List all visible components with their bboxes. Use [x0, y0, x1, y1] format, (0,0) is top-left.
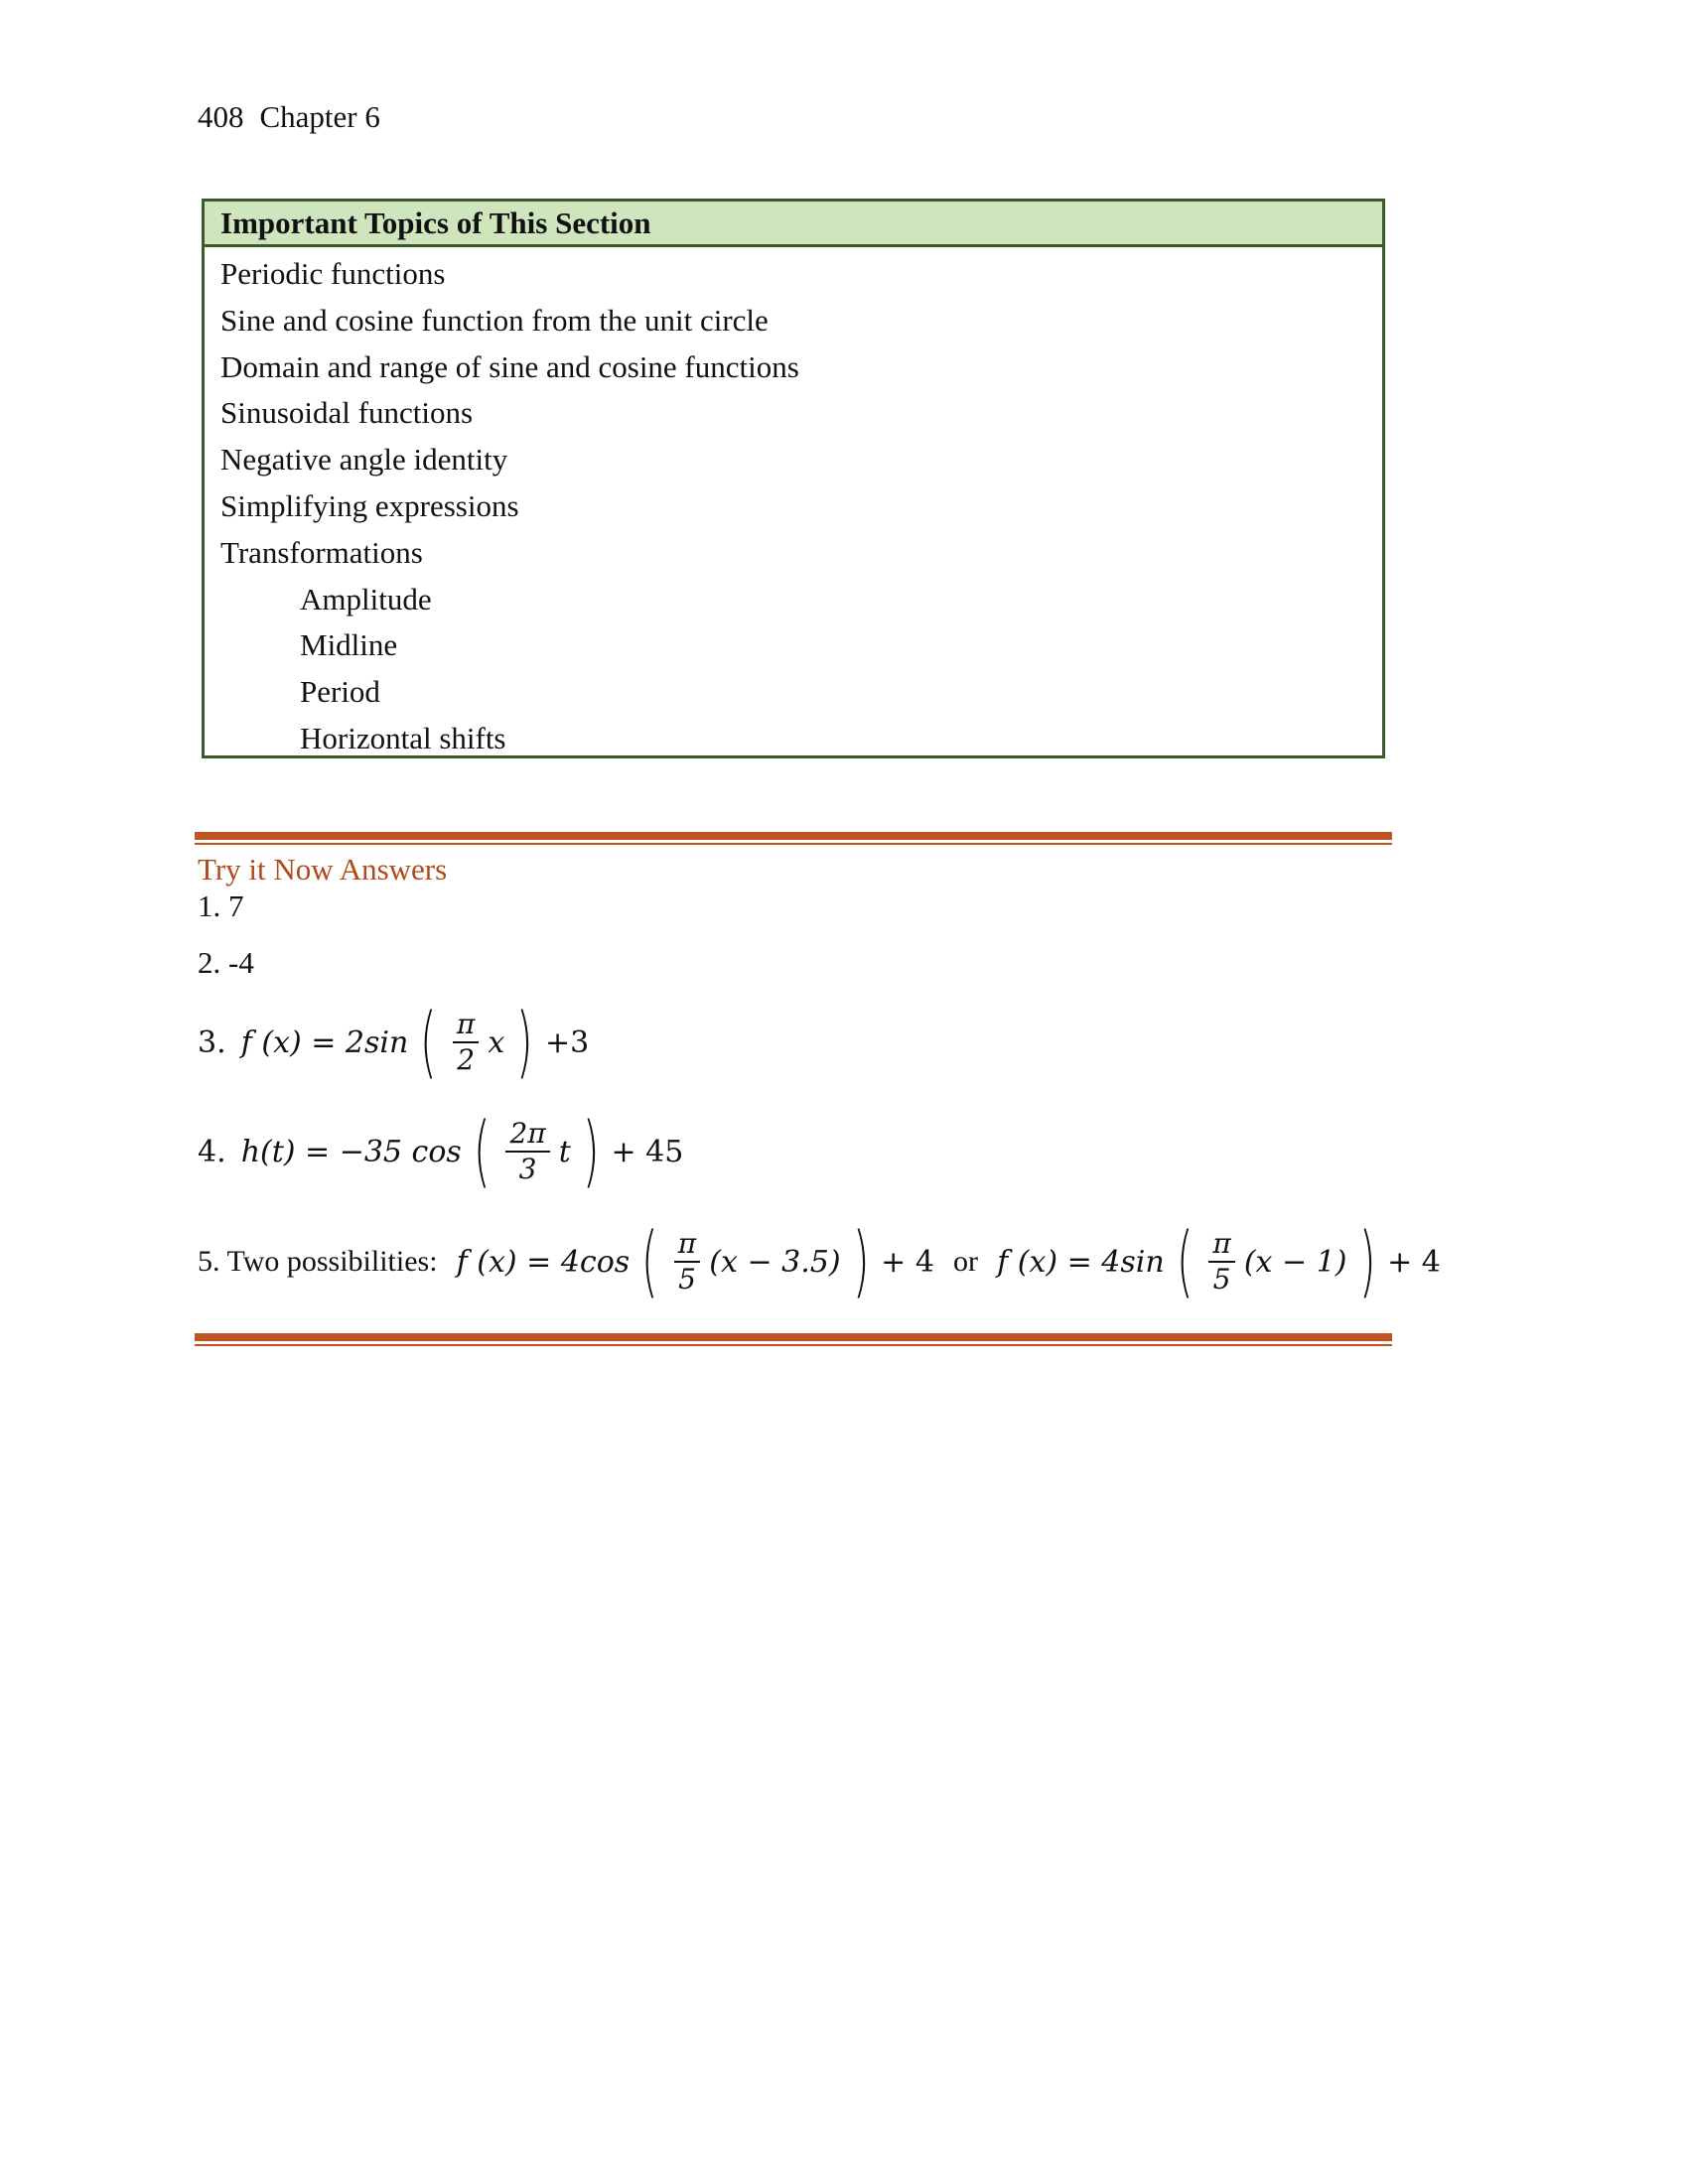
answer-5-connector: or — [953, 1245, 979, 1278]
fraction-numerator: 2π — [505, 1117, 549, 1153]
page-header — [198, 99, 380, 135]
left-paren-icon: ( — [420, 998, 437, 1087]
left-paren-icon: ( — [641, 1217, 658, 1306]
answer-5-fraction-1 — [674, 1227, 700, 1297]
topics-list — [205, 247, 1382, 762]
page-number: 408 — [198, 99, 244, 134]
answer-4-lhs: h(t) = −35 cos — [240, 1134, 462, 1169]
fraction-denominator: 2 — [457, 1043, 476, 1076]
topic-item: Midline — [300, 627, 398, 663]
fraction-denominator: 5 — [678, 1263, 696, 1296]
answer-5-fraction-2 — [1208, 1227, 1234, 1297]
right-paren-icon: ) — [582, 1107, 600, 1196]
answer-5-lhs-1: f (x) = 4cos — [456, 1244, 631, 1280]
fraction-denominator: 3 — [518, 1153, 537, 1185]
topic-item: Periodic functions — [220, 256, 446, 291]
right-paren-icon: ) — [1358, 1217, 1376, 1306]
answer-4 — [198, 1107, 684, 1201]
chapter-label: Chapter 6 — [259, 99, 380, 134]
answer-1: 1. 7 — [198, 888, 244, 923]
answer-3-inner: x — [488, 1024, 505, 1060]
topic-item: Amplitude — [300, 581, 432, 616]
answer-4-tail: + 45 — [611, 1134, 684, 1169]
answer-3-fraction — [453, 1008, 479, 1077]
right-paren-icon: ) — [852, 1217, 870, 1306]
topic-item: Sinusoidal functions — [220, 395, 474, 431]
topic-item: Simplifying expressions — [220, 487, 519, 523]
fraction-denominator: 5 — [1212, 1263, 1231, 1296]
fraction-numerator: π — [453, 1008, 479, 1043]
fraction-numerator: π — [1208, 1227, 1234, 1263]
topic-item: Negative angle identity — [220, 442, 508, 478]
answer-3-number: 3. — [198, 1024, 226, 1060]
fraction-numerator: π — [674, 1227, 700, 1263]
answer-5-inner-1: (x − 3.5) — [709, 1244, 841, 1280]
answers-top-rule — [195, 832, 1392, 845]
topics-title: Important Topics of This Section — [205, 202, 1382, 247]
topic-item: Sine and cosine function from the unit circle — [220, 302, 769, 338]
topic-item: Transformations — [220, 534, 423, 570]
answer-3 — [198, 998, 590, 1092]
topic-item: Horizontal shifts — [300, 720, 506, 755]
answer-2: 2. -4 — [198, 945, 254, 980]
left-paren-icon: ( — [1176, 1217, 1194, 1306]
answer-3-tail: +3 — [544, 1024, 590, 1060]
important-topics-box — [202, 199, 1385, 758]
answer-5-lead: 5. Two possibilities: — [198, 1245, 438, 1278]
left-paren-icon: ( — [473, 1107, 491, 1196]
answer-5-tail-1: + 4 — [881, 1244, 934, 1280]
answer-5 — [198, 1217, 1441, 1311]
topic-item: Period — [300, 674, 380, 710]
answer-5-inner-2: (x − 1) — [1243, 1244, 1347, 1280]
right-paren-icon: ) — [516, 998, 534, 1087]
answers-title: Try it Now Answers — [198, 852, 448, 887]
topic-item: Domain and range of sine and cosine functions — [220, 348, 799, 384]
answer-4-inner: t — [558, 1134, 571, 1169]
answers-bottom-rule — [195, 1333, 1392, 1346]
answer-5-tail-2: + 4 — [1387, 1244, 1441, 1280]
answer-4-number: 4. — [198, 1134, 226, 1169]
answer-3-lhs: f (x) = 2sin — [240, 1024, 409, 1060]
answer-5-lhs-2: f (x) = 4sin — [997, 1244, 1165, 1280]
answer-4-fraction — [505, 1117, 549, 1186]
